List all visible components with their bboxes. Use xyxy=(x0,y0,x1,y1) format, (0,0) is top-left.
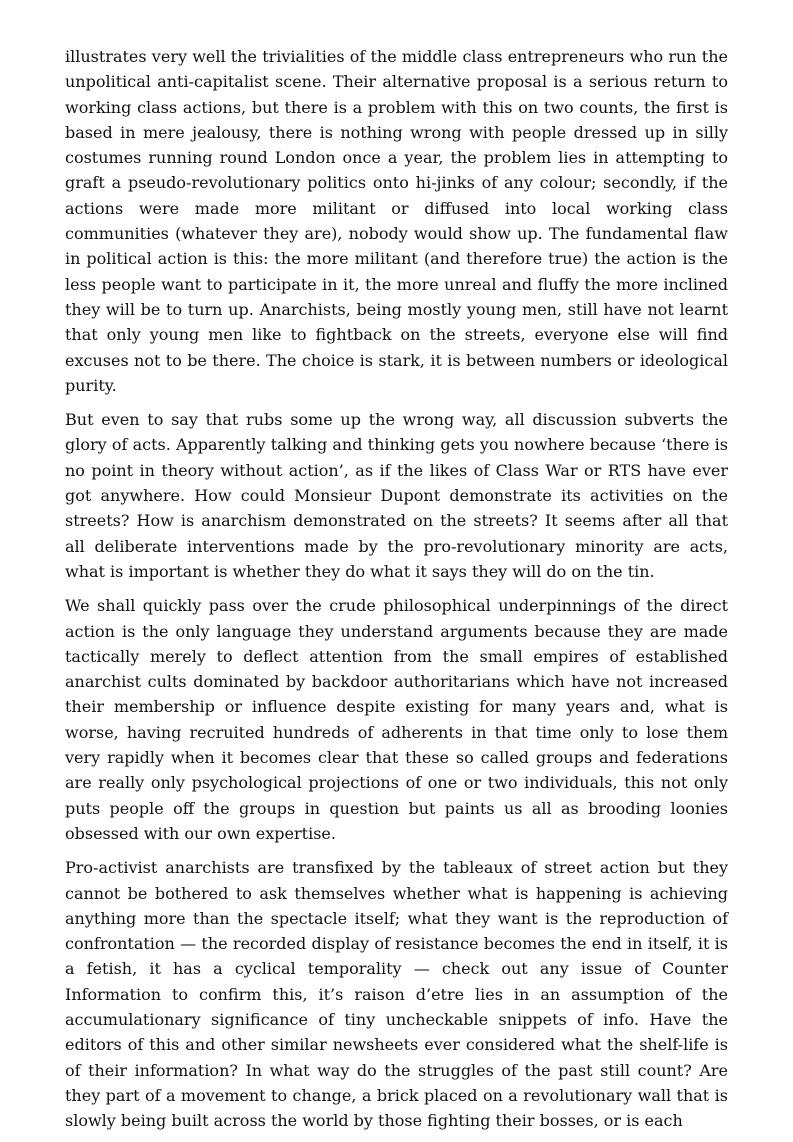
paragraph-2: But even to say that rubs some up the wrong way, all discussion subverts the glory of acts. Apparently talking and thinking gets you nowhere because ‘there is no point in theory without action’, as if the likes of Class War or RTS have ever got anywhere. How could Monsieur Dupont demonstrate its activities on the streets? How is anarchism demonstrated on the streets? It seems after all that all deliberate interventions made by the pro-revolutionary minority are acts, what is important is whether they do what it says they will do on the tin. xyxy=(65,410,728,581)
paragraph-4: Pro-activist anarchists are transfixed by the tableaux of street action but they cannot be bothered to ask themselves whether what is happening is achieving anything more than the spectacle itself; what they want is the reproduction of confrontation — the recorded display of resistance becomes the end in itself, it is a fetish, it has a cyclical temporality — check out any issue of Counter Information to confirm this, it’s raison d’etre lies in an assumption of the accumulationary significance of tiny uncheckable snippets of info. Have the editors of this and other similar newsheets ever considered what the shelf-life is of their information? In what way do the struggles of the past still count? Are they part of a movement to change, a brick placed on a revolutionary wall that is slowly being built across the world by those fighting their bosses, or is each xyxy=(65,858,728,1131)
paragraph-1: illustrates very well the trivialities of the middle class entrepreneurs who run the unpolitical anti-capitalist scene. Their alternative proposal is a serious return to working class actions, but there is a problem with this on two counts, the first is based in mere jealousy, there is nothing wrong with people dressed up in silly costumes running round London once a year, the problem lies in attempting to graft a pseudo-revolutionary politics onto hi-jinks of any colour; secondly, if the actions were made more militant or diffused into local working class communities (whatever they are), nobody would show up. The fundamental flaw in political action is this: the more militant (and therefore true) the action is the less people want to participate in it, the more unreal and fluffy the more inclined they will be to turn up. Anarchists, being mostly young men, still have not learnt that only young men like to fightback on the streets, everyone else will find excuses not to be there. The choice is stark, it is between numbers or ideological purity. xyxy=(65,47,728,395)
paragraph-3: We shall quickly pass over the crude philosophical underpinnings of the direct action is the only language they understand arguments because they are made tactically merely to deflect attention from the small empires of established anarchist cults dominated by backdoor authoritarians which have not increased their membership or influence despite existing for many years and, what is worse, having recruited hundreds of adherents in that time only to lose them very rapidly when it becomes clear that these so called groups and federations are really only psychological projections of one or two individuals, this not only puts people off the groups in question but paints us all as brooding loonies obsessed with our own expertise. xyxy=(65,596,728,843)
document-page xyxy=(65,44,728,1142)
